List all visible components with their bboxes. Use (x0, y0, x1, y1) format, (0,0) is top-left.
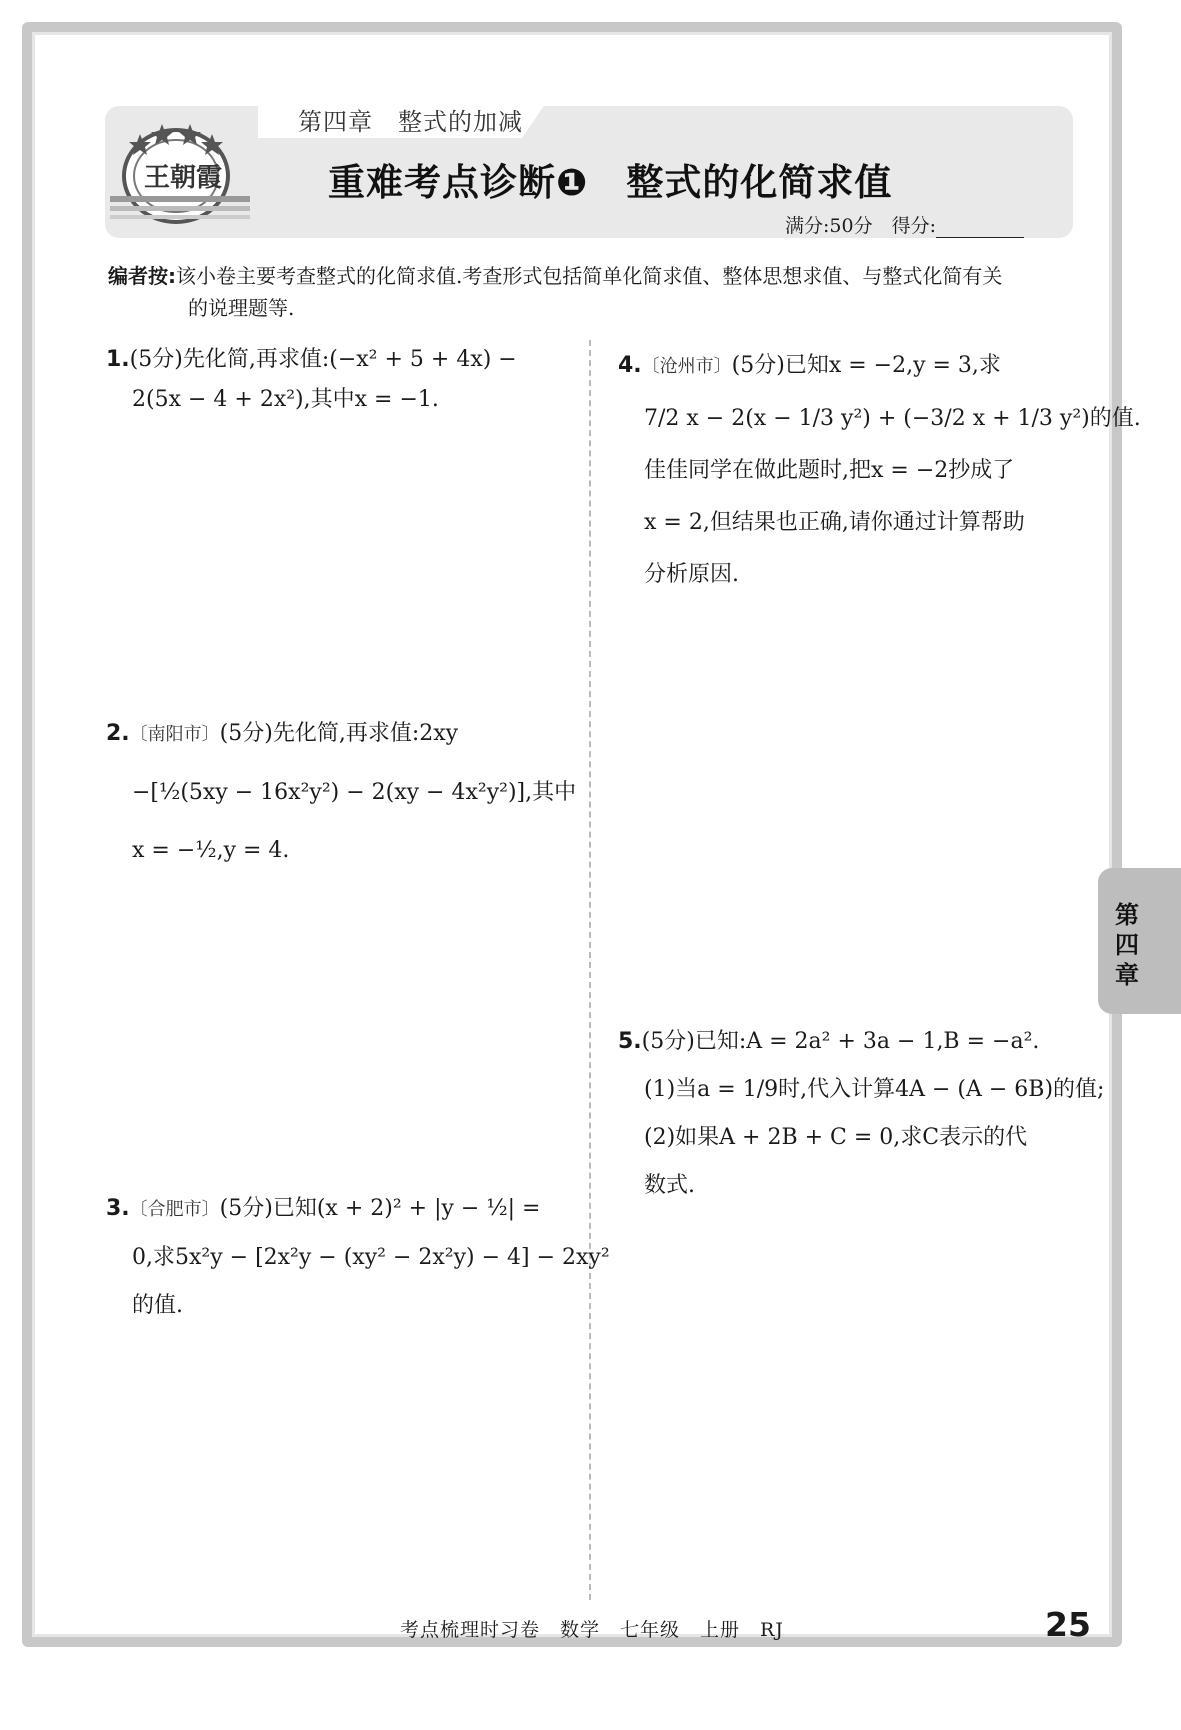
editor-line-2: 的说理题等. (188, 296, 295, 320)
question-text: 0,求5x²y − [2x²y − (xy² − 2x²y) − 4] − 2xy² (132, 1245, 610, 1270)
question-text: (5分)已知:A = 2a² + 3a − 1,B = −a². (641, 1029, 1040, 1054)
question-text: (5分)先化简,再求值:2xy (219, 721, 459, 746)
publisher-logo-icon (110, 112, 250, 234)
chapter-title: 第四章 整式的加减 (298, 108, 523, 136)
question-text: x = −½,y = 4. (132, 838, 290, 863)
editor-note (108, 260, 1074, 324)
editor-line-1: 该小卷主要考查整式的化简求值.考查形式包括简单化简求值、整体思想求值、与整式化简有关 (176, 264, 1003, 288)
question-number: 4. (618, 353, 642, 378)
question-2 (106, 705, 576, 880)
question-number: 3. (106, 1196, 130, 1221)
editor-label: 编者按: (108, 264, 176, 288)
question-text: 2(5x − 4 + 2x²),其中x = −1. (132, 387, 439, 412)
question-number: 5. (618, 1029, 642, 1054)
question-text: 分析原因. (644, 562, 739, 587)
question-5 (618, 1018, 1104, 1210)
question-text: 数式. (644, 1173, 695, 1198)
question-source: 〔合肥市〕 (129, 1199, 220, 1220)
question-text: 的值. (132, 1293, 183, 1318)
question-number: 2. (106, 721, 130, 746)
question-1 (106, 340, 517, 420)
score-blank (936, 219, 1024, 238)
question-text: 7/2 x − 2(x − 1/3 y²) + (−3/2 x + 1/3 y²)的值. (644, 406, 1141, 431)
question-text: (5分)已知(x + 2)² + |y − ½| = (219, 1196, 541, 1221)
question-text: x = 2,但结果也正确,请你通过计算帮助 (644, 510, 1025, 535)
question-number: 1. (106, 347, 130, 372)
question-text: 佳佳同学在做此题时,把x = −2抄成了 (644, 458, 1015, 483)
page-number: 25 (1045, 1605, 1091, 1644)
question-4 (618, 340, 1141, 601)
question-text: (5分)先化简,再求值:(−x² + 5 + 4x) − (129, 347, 517, 372)
question-source: 〔南阳市〕 (129, 724, 220, 745)
question-text: (5分)已知x = −2,y = 3,求 (731, 353, 1001, 378)
page-title: 重难考点诊断❶ 整式的化简求值 (328, 161, 893, 204)
score-field (785, 211, 1024, 238)
question-text: (2)如果A + 2B + C = 0,求C表示的代 (644, 1125, 1028, 1150)
column-divider (589, 340, 591, 1600)
question-text: −[½(5xy − 16x²y²) − 2(xy − 4x²y²)],其中 (132, 780, 577, 805)
question-source: 〔沧州市〕 (641, 356, 732, 377)
footer-text: 考点梳理时习卷 数学 七年级 上册 RJ (400, 1619, 784, 1641)
question-3 (106, 1185, 610, 1330)
score-label: 满分:50分 得分: (785, 215, 936, 237)
question-text: (1)当a = 1/9时,代入计算4A − (A − 6B)的值; (644, 1077, 1105, 1102)
svg-text:王朝霞: 王朝霞 (144, 163, 223, 193)
chapter-side-label: 第四章 (1115, 901, 1139, 989)
